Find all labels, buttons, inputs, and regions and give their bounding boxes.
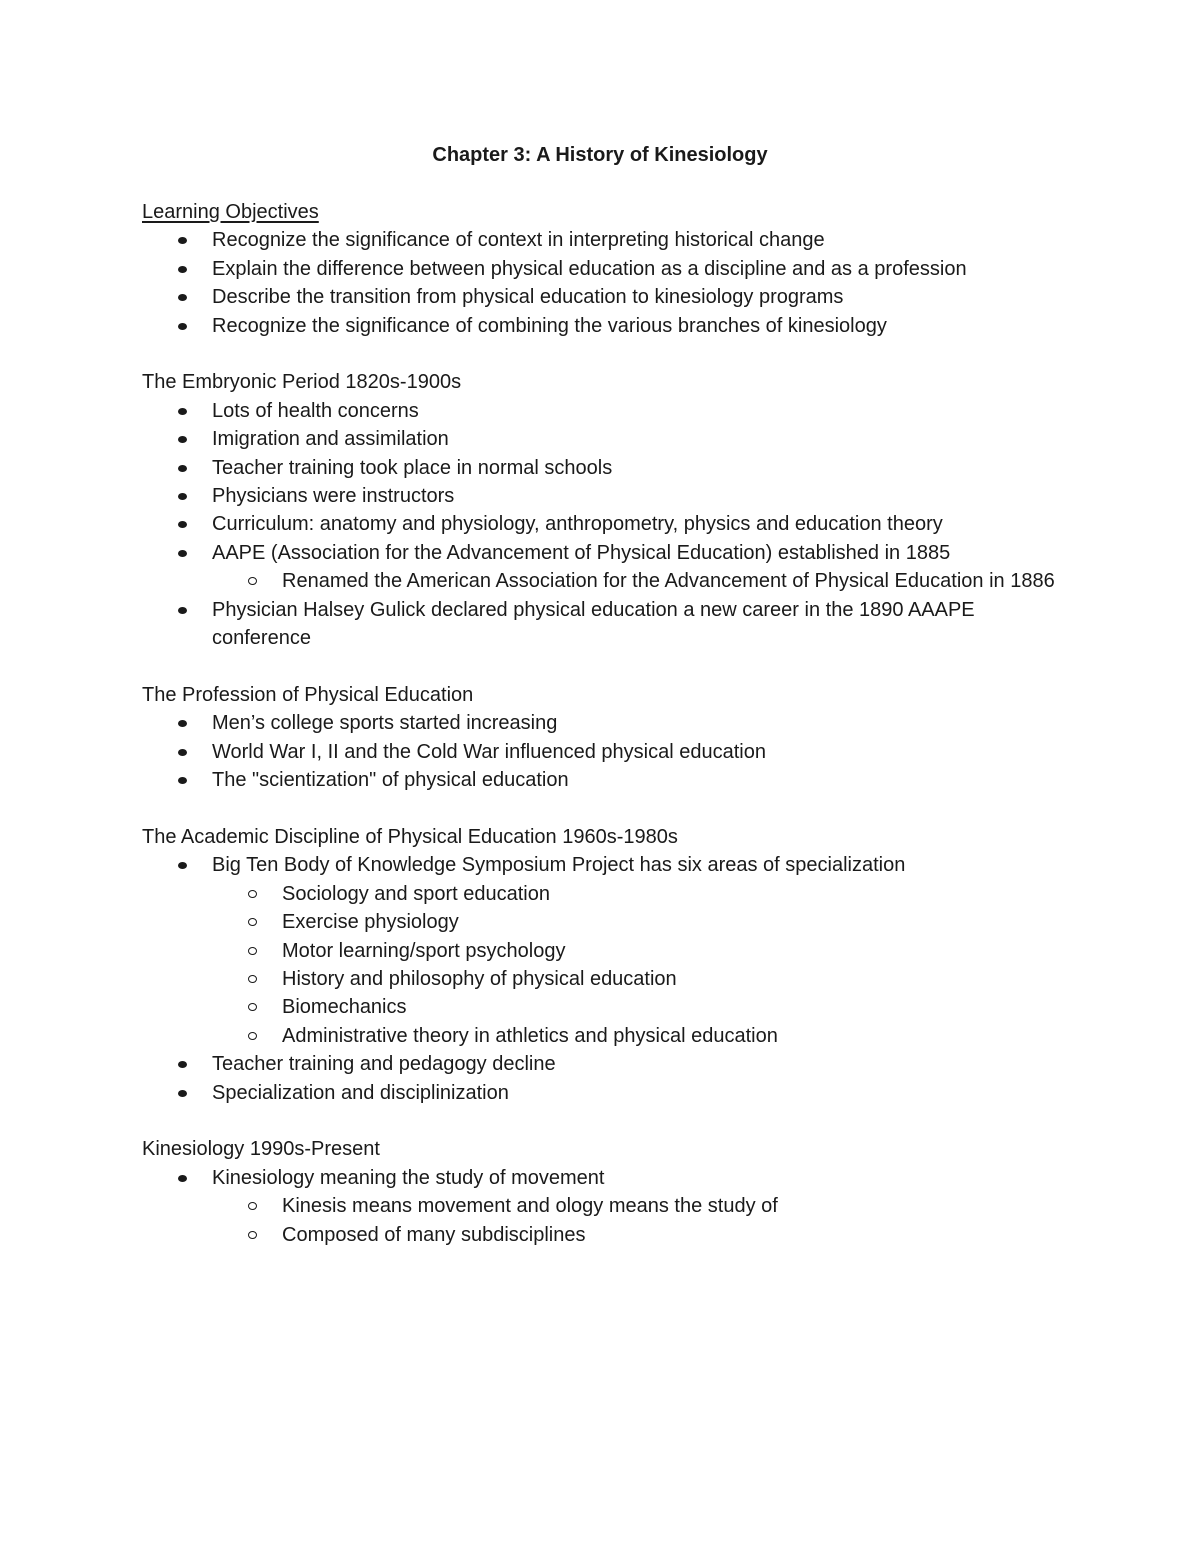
list-item: Curriculum: anatomy and physiology, anthropometry, physics and education theory — [142, 510, 1062, 538]
hollow-bullet-icon — [248, 918, 257, 926]
bullet-icon — [178, 1061, 187, 1068]
bullet-list — [142, 226, 1062, 340]
sub-list-item: Sociology and sport education — [212, 880, 1062, 908]
document-body — [142, 198, 1062, 1249]
sub-list-item: Exercise physiology — [212, 908, 1062, 936]
section-academic-discipline — [142, 823, 1062, 1107]
bullet-icon — [178, 862, 187, 869]
bullet-icon — [178, 294, 187, 301]
list-item: Explain the difference between physical education as a discipline and as a profession — [142, 255, 1062, 283]
sub-bullet-list — [212, 880, 1062, 1050]
bullet-icon — [178, 237, 187, 244]
bullet-icon — [178, 1175, 187, 1182]
section-learning-objectives — [142, 198, 1062, 340]
sub-list-item: Motor learning/sport psychology — [212, 937, 1062, 965]
section-heading: The Embryonic Period 1820s-1900s — [142, 371, 462, 394]
list-item: Men’s college sports started increasing — [142, 709, 1062, 737]
section-heading: The Profession of Physical Education — [142, 683, 474, 706]
list-item: World War I, II and the Cold War influenced physical education — [142, 738, 1062, 766]
sub-list-item: Composed of many subdisciplines — [212, 1221, 1062, 1249]
document-title: Chapter 3: A History of Kinesiology — [432, 144, 768, 166]
bullet-icon — [178, 408, 187, 415]
sub-list-item: Kinesis means movement and ology means the study of — [212, 1192, 1062, 1220]
sub-list-item: Biomechanics — [212, 993, 1062, 1021]
bullet-list — [142, 397, 1062, 653]
hollow-bullet-icon — [248, 577, 257, 585]
hollow-bullet-icon — [248, 1032, 257, 1040]
section-kinesiology-present — [142, 1135, 1062, 1249]
list-item: Lots of health concerns — [142, 397, 1062, 425]
bullet-icon — [178, 607, 187, 614]
hollow-bullet-icon — [248, 1003, 257, 1011]
bullet-icon — [178, 323, 187, 330]
list-item: Teacher training took place in normal schools — [142, 454, 1062, 482]
hollow-bullet-icon — [248, 1231, 257, 1239]
list-item: Physician Halsey Gulick declared physical education a new career in the 1890 AAAPE conference — [142, 596, 1062, 653]
section-heading: Learning Objectives — [142, 201, 319, 223]
bullet-icon — [178, 550, 187, 557]
list-item: The "scientization" of physical education — [142, 766, 1062, 794]
section-profession — [142, 681, 1062, 795]
list-item: Specialization and disciplinization — [142, 1079, 1062, 1107]
sub-bullet-list — [212, 567, 1062, 595]
bullet-icon — [178, 436, 187, 443]
section-heading: The Academic Discipline of Physical Education 1960s-1980s — [142, 825, 678, 848]
sub-list-item: Renamed the American Association for the Advancement of Physical Education in 1886 — [212, 567, 1062, 595]
bullet-icon — [178, 521, 187, 528]
bullet-list — [142, 851, 1062, 1107]
sub-bullet-list — [212, 1192, 1062, 1249]
sub-list-item: History and philosophy of physical education — [212, 965, 1062, 993]
section-embryonic-period — [142, 368, 1062, 652]
list-item: Kinesiology meaning the study of movement Kinesis means movement and ology means the study of Composed of many subdisciplines — [142, 1164, 1062, 1249]
bullet-icon — [178, 720, 187, 727]
hollow-bullet-icon — [248, 890, 257, 898]
hollow-bullet-icon — [248, 947, 257, 955]
bullet-icon — [178, 1090, 187, 1097]
sub-list-item: Administrative theory in athletics and physical education — [212, 1022, 1062, 1050]
bullet-icon — [178, 493, 187, 500]
bullet-list — [142, 709, 1062, 794]
list-item: Recognize the significance of combining the various branches of kinesiology — [142, 312, 1062, 340]
bullet-icon — [178, 266, 187, 273]
list-item: Describe the transition from physical education to kinesiology programs — [142, 283, 1062, 311]
hollow-bullet-icon — [248, 975, 257, 983]
bullet-list — [142, 1164, 1062, 1249]
list-item: Big Ten Body of Knowledge Symposium Project has six areas of specialization Sociology and sport education Exercise physiology Motor learning/sport psychology History and philosophy of physical education Biomechanics Administrative theory in athletics and physical education — [142, 851, 1062, 1050]
list-item: Physicians were instructors — [142, 482, 1062, 510]
bullet-icon — [178, 749, 187, 756]
list-item: Recognize the significance of context in interpreting historical change — [142, 226, 1062, 254]
list-item: AAPE (Association for the Advancement of Physical Education) established in 1885 Renamed the American Association for the Advancement of Physical Education in 1886 — [142, 539, 1062, 596]
hollow-bullet-icon — [248, 1202, 257, 1210]
section-heading: Kinesiology 1990s-Present — [142, 1138, 380, 1161]
bullet-icon — [178, 777, 187, 784]
bullet-icon — [178, 465, 187, 472]
list-item: Teacher training and pedagogy decline — [142, 1050, 1062, 1078]
list-item: Imigration and assimilation — [142, 425, 1062, 453]
